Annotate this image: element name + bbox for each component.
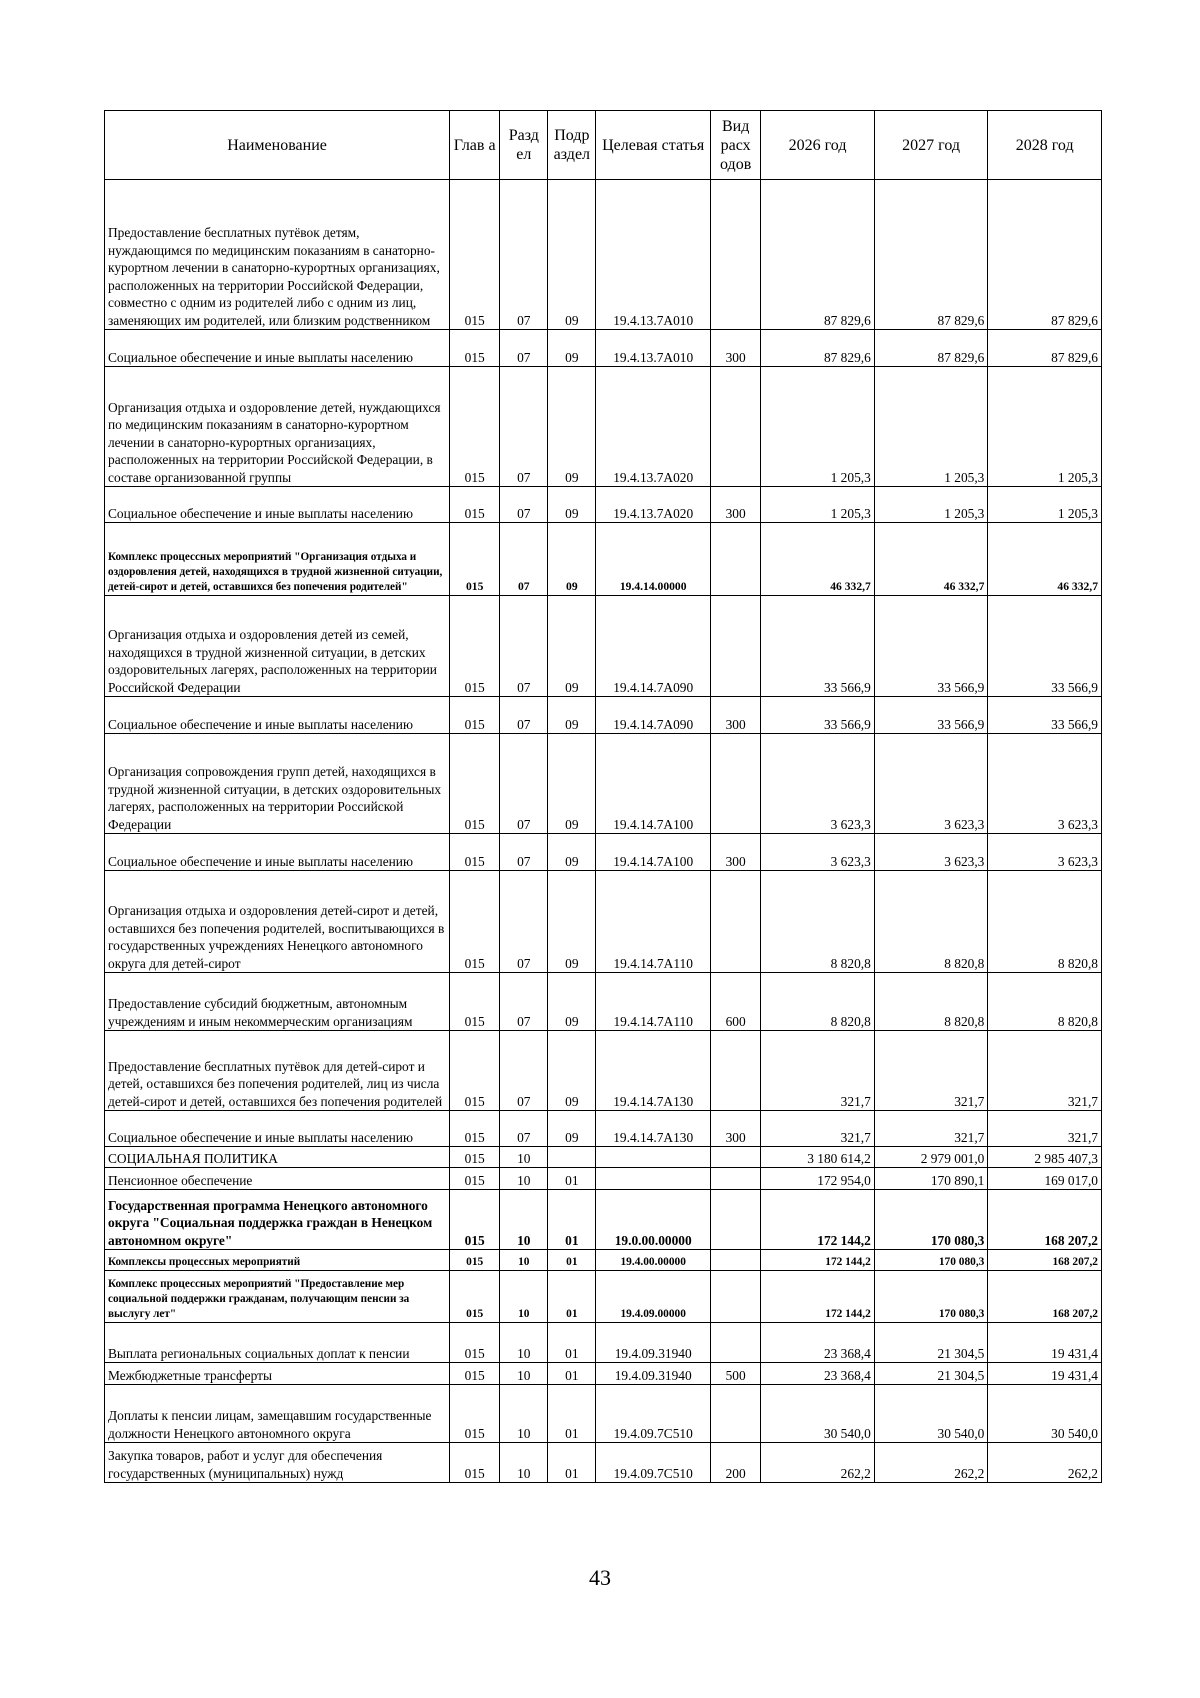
row-razdel: 10 xyxy=(500,1147,548,1168)
row-glava: 015 xyxy=(450,487,500,523)
row-2028: 33 566,9 xyxy=(988,697,1102,734)
row-name: Комплекс процессных мероприятий "Организация отдыха и оздоровления детей, находящихся в трудной жизненной ситуации, детей-сирот и детей, оставшихся без попечения родителей" xyxy=(105,523,450,596)
row-glava: 015 xyxy=(450,734,500,834)
row-razdel: 07 xyxy=(500,1111,548,1147)
table-row xyxy=(105,1190,1102,1250)
row-glava: 015 xyxy=(450,973,500,1031)
row-podrazdel: 09 xyxy=(548,734,596,834)
row-podrazdel: 09 xyxy=(548,487,596,523)
row-2026: 87 829,6 xyxy=(761,330,875,367)
row-glava: 015 xyxy=(450,697,500,734)
row-target: 19.4.14.7А090 xyxy=(596,697,711,734)
row-2028: 19 431,4 xyxy=(988,1323,1102,1363)
table-row xyxy=(105,734,1102,834)
row-2026: 23 368,4 xyxy=(761,1363,875,1385)
row-vid xyxy=(711,1190,761,1250)
row-target: 19.4.14.7А130 xyxy=(596,1111,711,1147)
row-2027: 30 540,0 xyxy=(874,1385,988,1443)
row-vid: 300 xyxy=(711,834,761,871)
row-2026: 87 829,6 xyxy=(761,180,875,330)
row-glava: 015 xyxy=(450,1385,500,1443)
row-target: 19.4.14.7А110 xyxy=(596,973,711,1031)
row-vid xyxy=(711,367,761,487)
row-name: Государственная программа Ненецкого автономного округа "Социальная поддержка граждан в Ненецком автономном округе" xyxy=(105,1190,450,1250)
row-2027: 21 304,5 xyxy=(874,1323,988,1363)
row-podrazdel: 01 xyxy=(548,1385,596,1443)
row-vid xyxy=(711,871,761,973)
row-vid xyxy=(711,1147,761,1168)
row-glava: 015 xyxy=(450,1443,500,1483)
table-row xyxy=(105,180,1102,330)
row-glava: 015 xyxy=(450,1031,500,1111)
row-name: Предоставление бесплатных путёвок для детей-сирот и детей, оставшихся без попечения родителей, лиц из числа детей-сирот и детей, оставшихся без попечения родителей xyxy=(105,1031,450,1111)
row-name: Организация отдыха и оздоровления детей-сирот и детей, оставшихся без попечения родителей, воспитывающихся в государственных учреждениях Ненецкого автономного округа для детей-сирот xyxy=(105,871,450,973)
row-razdel: 07 xyxy=(500,330,548,367)
row-glava: 015 xyxy=(450,1111,500,1147)
row-name: Социальное обеспечение и иные выплаты населению xyxy=(105,330,450,367)
row-podrazdel: 01 xyxy=(548,1323,596,1363)
row-name: Социальное обеспечение и иные выплаты населению xyxy=(105,487,450,523)
row-vid: 500 xyxy=(711,1363,761,1385)
row-glava: 015 xyxy=(450,596,500,697)
row-name: Организация отдыха и оздоровление детей, нуждающихся по медицинским показаниям в санаторно-курортном лечении в санаторно-курортных организациях, расположенных на территории Российской Федерации, в составе организованной группы xyxy=(105,367,450,487)
page-number: 43 xyxy=(589,1565,611,1590)
row-2027: 46 332,7 xyxy=(874,523,988,596)
row-2026: 3 623,3 xyxy=(761,834,875,871)
table-row xyxy=(105,1250,1102,1271)
row-target: 19.4.14.7А110 xyxy=(596,871,711,973)
row-razdel: 10 xyxy=(500,1323,548,1363)
row-name: Пенсионное обеспечение xyxy=(105,1168,450,1190)
row-target: 19.4.09.31940 xyxy=(596,1363,711,1385)
table-row xyxy=(105,1168,1102,1190)
row-2028: 8 820,8 xyxy=(988,973,1102,1031)
row-razdel: 07 xyxy=(500,734,548,834)
row-glava: 015 xyxy=(450,367,500,487)
budget-table xyxy=(104,110,1102,1483)
row-podrazdel: 09 xyxy=(548,523,596,596)
row-2027: 8 820,8 xyxy=(874,871,988,973)
row-podrazdel: 01 xyxy=(548,1190,596,1250)
row-2026: 172 144,2 xyxy=(761,1250,875,1271)
row-glava: 015 xyxy=(450,1190,500,1250)
row-target: 19.4.14.7А100 xyxy=(596,834,711,871)
table-row xyxy=(105,1443,1102,1483)
row-2027: 1 205,3 xyxy=(874,367,988,487)
row-podrazdel xyxy=(548,1147,596,1168)
row-2028: 8 820,8 xyxy=(988,871,1102,973)
row-vid: 600 xyxy=(711,973,761,1031)
row-2028: 3 623,3 xyxy=(988,834,1102,871)
row-target xyxy=(596,1147,711,1168)
row-2027: 87 829,6 xyxy=(874,330,988,367)
row-2028: 30 540,0 xyxy=(988,1385,1102,1443)
row-glava: 015 xyxy=(450,1147,500,1168)
row-2026: 172 954,0 xyxy=(761,1168,875,1190)
row-razdel: 10 xyxy=(500,1385,548,1443)
budget-sheet xyxy=(104,110,1102,1483)
row-razdel: 10 xyxy=(500,1271,548,1323)
row-2027: 170 080,3 xyxy=(874,1271,988,1323)
row-2027: 21 304,5 xyxy=(874,1363,988,1385)
row-podrazdel: 09 xyxy=(548,180,596,330)
row-name: Комплексы процессных мероприятий xyxy=(105,1250,450,1271)
row-target: 19.0.00.00000 xyxy=(596,1190,711,1250)
row-2026: 321,7 xyxy=(761,1031,875,1111)
row-target: 19.4.14.00000 xyxy=(596,523,711,596)
row-2026: 3 180 614,2 xyxy=(761,1147,875,1168)
table-row xyxy=(105,1271,1102,1323)
table-row xyxy=(105,871,1102,973)
row-podrazdel: 01 xyxy=(548,1363,596,1385)
row-2027: 170 890,1 xyxy=(874,1168,988,1190)
row-target: 19.4.09.31940 xyxy=(596,1323,711,1363)
row-2028: 19 431,4 xyxy=(988,1363,1102,1385)
row-razdel: 07 xyxy=(500,487,548,523)
row-vid xyxy=(711,734,761,834)
row-glava: 015 xyxy=(450,1271,500,1323)
col-2026: 2026 год xyxy=(761,111,875,180)
row-razdel: 07 xyxy=(500,871,548,973)
row-2027: 3 623,3 xyxy=(874,834,988,871)
row-razdel: 07 xyxy=(500,697,548,734)
row-2028: 321,7 xyxy=(988,1031,1102,1111)
row-2027: 2 979 001,0 xyxy=(874,1147,988,1168)
table-row xyxy=(105,1385,1102,1443)
row-razdel: 07 xyxy=(500,596,548,697)
col-vid: Вид расх одов xyxy=(711,111,761,180)
col-glava: Глав а xyxy=(450,111,500,180)
row-vid xyxy=(711,1385,761,1443)
table-header xyxy=(105,111,1102,180)
row-vid: 300 xyxy=(711,330,761,367)
row-2026: 321,7 xyxy=(761,1111,875,1147)
row-target: 19.4.09.00000 xyxy=(596,1271,711,1323)
row-2028: 33 566,9 xyxy=(988,596,1102,697)
table-row xyxy=(105,367,1102,487)
row-razdel: 07 xyxy=(500,834,548,871)
row-2028: 262,2 xyxy=(988,1443,1102,1483)
row-razdel: 07 xyxy=(500,523,548,596)
row-target: 19.4.13.7А010 xyxy=(596,180,711,330)
row-2027: 321,7 xyxy=(874,1031,988,1111)
row-2027: 8 820,8 xyxy=(874,973,988,1031)
row-2026: 172 144,2 xyxy=(761,1271,875,1323)
row-vid xyxy=(711,180,761,330)
row-razdel: 10 xyxy=(500,1363,548,1385)
row-2026: 46 332,7 xyxy=(761,523,875,596)
row-2026: 8 820,8 xyxy=(761,973,875,1031)
row-2028: 87 829,6 xyxy=(988,180,1102,330)
row-name: Закупка товаров, работ и услуг для обеспечения государственных (муниципальных) нужд xyxy=(105,1443,450,1483)
table-row xyxy=(105,1147,1102,1168)
row-2027: 87 829,6 xyxy=(874,180,988,330)
row-2028: 168 207,2 xyxy=(988,1190,1102,1250)
col-podrazdel: Подр аздел xyxy=(548,111,596,180)
row-podrazdel: 09 xyxy=(548,367,596,487)
row-name: Комплекс процессных мероприятий "Предоставление мер социальной поддержки гражданам, получающим пенсии за выслугу лет" xyxy=(105,1271,450,1323)
row-glava: 015 xyxy=(450,1323,500,1363)
row-podrazdel: 09 xyxy=(548,834,596,871)
row-razdel: 10 xyxy=(500,1168,548,1190)
row-2027: 262,2 xyxy=(874,1443,988,1483)
row-2028: 46 332,7 xyxy=(988,523,1102,596)
row-2028: 2 985 407,3 xyxy=(988,1147,1102,1168)
row-glava: 015 xyxy=(450,834,500,871)
row-target: 19.4.00.00000 xyxy=(596,1250,711,1271)
row-podrazdel: 09 xyxy=(548,330,596,367)
row-target: 19.4.13.7А010 xyxy=(596,330,711,367)
row-name: Организация отдыха и оздоровления детей из семей, находящихся в трудной жизненной ситуации, в детских оздоровительных лагерях, расположенных на территории Российской Федерации xyxy=(105,596,450,697)
row-vid xyxy=(711,1168,761,1190)
row-2027: 1 205,3 xyxy=(874,487,988,523)
row-2026: 172 144,2 xyxy=(761,1190,875,1250)
row-vid xyxy=(711,1271,761,1323)
row-2026: 1 205,3 xyxy=(761,487,875,523)
row-2028: 87 829,6 xyxy=(988,330,1102,367)
row-vid: 300 xyxy=(711,697,761,734)
row-target: 19.4.09.7С510 xyxy=(596,1385,711,1443)
row-2027: 33 566,9 xyxy=(874,596,988,697)
row-name: Социальное обеспечение и иные выплаты населению xyxy=(105,834,450,871)
row-glava: 015 xyxy=(450,871,500,973)
row-2028: 168 207,2 xyxy=(988,1250,1102,1271)
row-vid: 300 xyxy=(711,1111,761,1147)
row-2028: 169 017,0 xyxy=(988,1168,1102,1190)
row-podrazdel: 09 xyxy=(548,697,596,734)
row-2026: 33 566,9 xyxy=(761,697,875,734)
table-row xyxy=(105,596,1102,697)
row-name: СОЦИАЛЬНАЯ ПОЛИТИКА xyxy=(105,1147,450,1168)
row-podrazdel: 09 xyxy=(548,1111,596,1147)
row-2026: 8 820,8 xyxy=(761,871,875,973)
row-2027: 170 080,3 xyxy=(874,1250,988,1271)
row-glava: 015 xyxy=(450,1168,500,1190)
row-razdel: 10 xyxy=(500,1443,548,1483)
row-podrazdel: 09 xyxy=(548,973,596,1031)
row-target: 19.4.14.7А090 xyxy=(596,596,711,697)
row-razdel: 10 xyxy=(500,1250,548,1271)
row-vid xyxy=(711,596,761,697)
row-vid: 300 xyxy=(711,487,761,523)
row-glava: 015 xyxy=(450,330,500,367)
row-target xyxy=(596,1168,711,1190)
table-row xyxy=(105,1323,1102,1363)
row-target: 19.4.14.7А100 xyxy=(596,734,711,834)
row-vid: 200 xyxy=(711,1443,761,1483)
row-2028: 3 623,3 xyxy=(988,734,1102,834)
row-name: Межбюджетные трансферты xyxy=(105,1363,450,1385)
row-name: Предоставление субсидий бюджетным, автономным учреждениям и иным некоммерческим организациям xyxy=(105,973,450,1031)
row-2027: 321,7 xyxy=(874,1111,988,1147)
col-name: Наименование xyxy=(105,111,450,180)
row-name: Предоставление бесплатных путёвок детям, нуждающимся по медицинским показаниям в санаторно-курортном лечении в санаторно-курортных организациях, расположенных на территории Российской Федерации, совместно с одним из родителей либо с одним из лиц, заменяющих им родителей, или близким родственником xyxy=(105,180,450,330)
row-razdel: 07 xyxy=(500,180,548,330)
row-target: 19.4.09.7С510 xyxy=(596,1443,711,1483)
row-razdel: 07 xyxy=(500,1031,548,1111)
row-vid xyxy=(711,1250,761,1271)
table-row xyxy=(105,1363,1102,1385)
row-name: Доплаты к пенсии лицам, замещавшим государственные должности Ненецкого автономного округа xyxy=(105,1385,450,1443)
table-row xyxy=(105,487,1102,523)
col-target: Целевая статья xyxy=(596,111,711,180)
table-row xyxy=(105,1111,1102,1147)
row-vid xyxy=(711,523,761,596)
col-razdel: Разд ел xyxy=(500,111,548,180)
row-2026: 1 205,3 xyxy=(761,367,875,487)
row-2028: 168 207,2 xyxy=(988,1271,1102,1323)
row-glava: 015 xyxy=(450,1250,500,1271)
row-2028: 321,7 xyxy=(988,1111,1102,1147)
row-2026: 262,2 xyxy=(761,1443,875,1483)
row-podrazdel: 01 xyxy=(548,1168,596,1190)
row-name: Социальное обеспечение и иные выплаты населению xyxy=(105,1111,450,1147)
row-vid xyxy=(711,1323,761,1363)
row-name: Организация сопровождения групп детей, находящихся в трудной жизненной ситуации, в детских оздоровительных лагерях, расположенных на территории Российской Федерации xyxy=(105,734,450,834)
row-2026: 3 623,3 xyxy=(761,734,875,834)
row-2026: 33 566,9 xyxy=(761,596,875,697)
row-podrazdel: 01 xyxy=(548,1443,596,1483)
table-row xyxy=(105,834,1102,871)
row-2028: 1 205,3 xyxy=(988,487,1102,523)
table-row xyxy=(105,330,1102,367)
row-podrazdel: 09 xyxy=(548,871,596,973)
table-row xyxy=(105,973,1102,1031)
row-target: 19.4.14.7А130 xyxy=(596,1031,711,1111)
row-podrazdel: 01 xyxy=(548,1271,596,1323)
row-name: Социальное обеспечение и иные выплаты населению xyxy=(105,697,450,734)
col-2027: 2027 год xyxy=(874,111,988,180)
col-2028: 2028 год xyxy=(988,111,1102,180)
row-razdel: 10 xyxy=(500,1190,548,1250)
row-razdel: 07 xyxy=(500,367,548,487)
row-glava: 015 xyxy=(450,1363,500,1385)
table-row xyxy=(105,697,1102,734)
row-podrazdel: 01 xyxy=(548,1250,596,1271)
row-razdel: 07 xyxy=(500,973,548,1031)
row-2027: 170 080,3 xyxy=(874,1190,988,1250)
row-vid xyxy=(711,1031,761,1111)
row-podrazdel: 09 xyxy=(548,1031,596,1111)
table-row xyxy=(105,523,1102,596)
row-glava: 015 xyxy=(450,180,500,330)
row-2027: 33 566,9 xyxy=(874,697,988,734)
row-target: 19.4.13.7А020 xyxy=(596,367,711,487)
row-podrazdel: 09 xyxy=(548,596,596,697)
row-target: 19.4.13.7А020 xyxy=(596,487,711,523)
row-name: Выплата региональных социальных доплат к пенсии xyxy=(105,1323,450,1363)
table-row xyxy=(105,1031,1102,1111)
row-2027: 3 623,3 xyxy=(874,734,988,834)
row-2028: 1 205,3 xyxy=(988,367,1102,487)
row-glava: 015 xyxy=(450,523,500,596)
row-2026: 30 540,0 xyxy=(761,1385,875,1443)
row-2026: 23 368,4 xyxy=(761,1323,875,1363)
